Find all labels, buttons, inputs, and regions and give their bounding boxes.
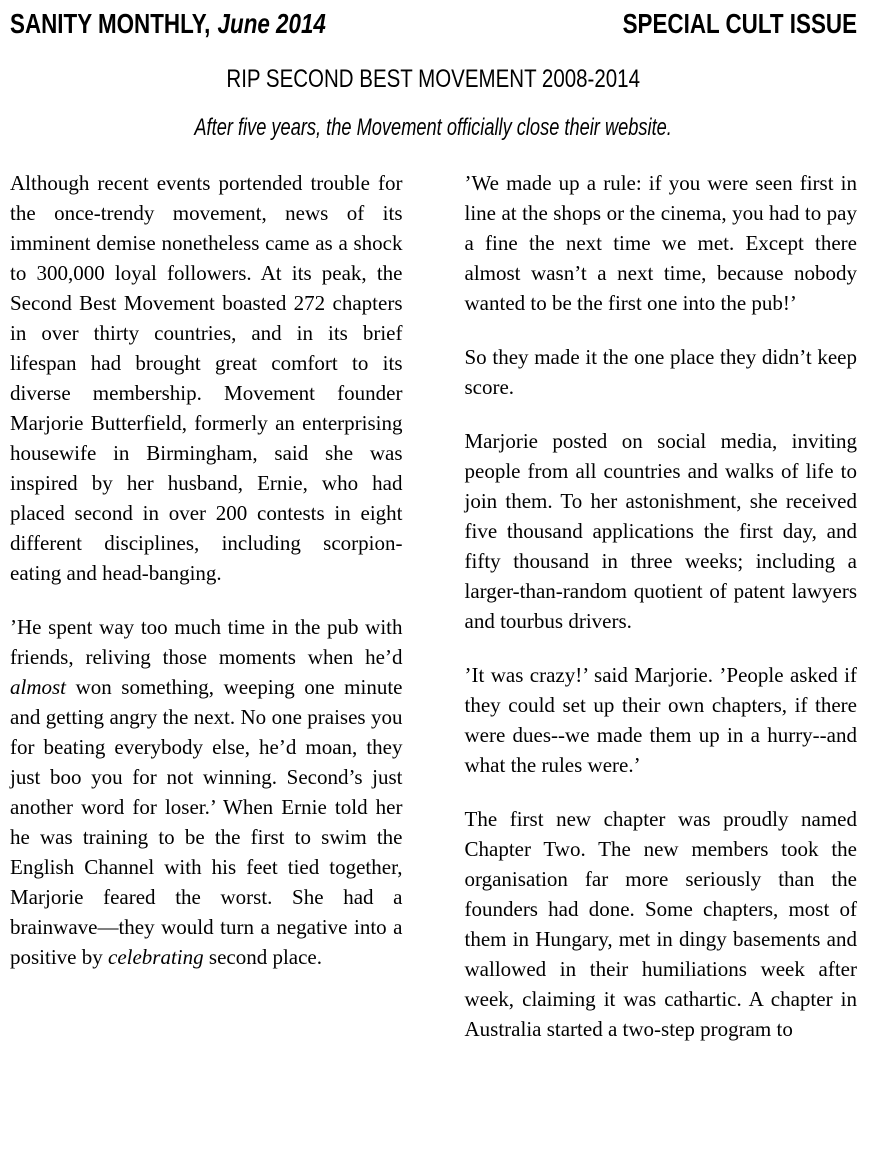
paragraph [465,342,858,402]
headline [10,65,857,94]
paragraph [465,660,858,780]
masthead [10,8,857,40]
text-run: The first new chapter was proudly named Chapter Two. The new members took the organisation far more seriously than the founders had done. Some chapters, most of them in Hungary, met in dingy basements and wallowed in their humiliations week after week, claiming it was cathartic. A chapter in Australia started a two-step program to [464,807,857,1041]
italic-text-run: celebrating [108,945,204,969]
issue-label: SPECIAL CULT ISSUE [622,8,857,39]
text-run: second place. [203,945,323,969]
masthead-right [564,8,857,40]
paragraph [465,168,858,318]
headline-text: RIP SECOND BEST MOVEMENT 2008-2014 [226,65,641,93]
text-run: Marjorie posted on social media, inviting people from all countries and walks of life to join them. To her astonishment, she received five thousand applications the first day, and fifty thousand in three weeks; including a larger-than-random quotient of patent lawyers and tourbus drivers. [464,429,857,633]
text-run: won something, weeping one minute and getting angry the next. No one praises you for beating everybody else, he’d moan, they just boo you for not winning. Second’s just another word for loser.’ When Ernie told her he was training to be the first to swim the English Channel with his feet tied together, Marjorie feared the worst. She had a brainwave—they would turn a negative into a positive by [10,675,403,969]
paragraph [465,804,858,1044]
masthead-left [10,8,405,40]
text-run: ’He spent way too much time in the pub with friends, reliving those moments when he’d [10,615,403,669]
subtitle-text: After five years, the Movement officially close their website. [194,114,673,141]
left-column [10,168,403,1044]
paragraph [10,612,403,972]
subtitle [10,114,857,142]
masthead-date: June 2014 [217,8,326,39]
paragraph [465,426,858,636]
text-run: ’We made up a rule: if you were seen first in line at the shops or the cinema, you had to pay a fine the next time we met. Except there almost wasn’t a next time, because nobody wanted to be the first one into the pub!’ [464,171,857,315]
right-column [465,168,858,1044]
masthead-left-inner [10,8,326,40]
text-run: ’It was crazy!’ said Marjorie. ’People asked if they could set up their own chapters, if there were dues--we made them up in a hurry--and what the rules were.’ [464,663,857,777]
masthead-title: SANITY MONTHLY, [10,8,211,39]
italic-text-run: almost [10,675,67,699]
text-run: So they made it the one place they didn’t keep score. [464,345,857,399]
article-body [10,168,857,1044]
text-run: Although recent events portended trouble for the once-trendy movement, news of its imminent demise nonetheless came as a shock to 300,000 loyal followers. At its peak, the Second Best Movement boasted 272 chapters in over thirty countries, and in its brief lifespan had brought great comfort to its diverse membership. Movement founder Marjorie Butterfield, formerly an enterprising housewife in Birmingham, said she was inspired by her husband, Ernie, who had placed second in over 200 contests in eight different disciplines, including scorpion-eating and head-banging. [10,171,403,585]
paragraph [10,168,403,588]
